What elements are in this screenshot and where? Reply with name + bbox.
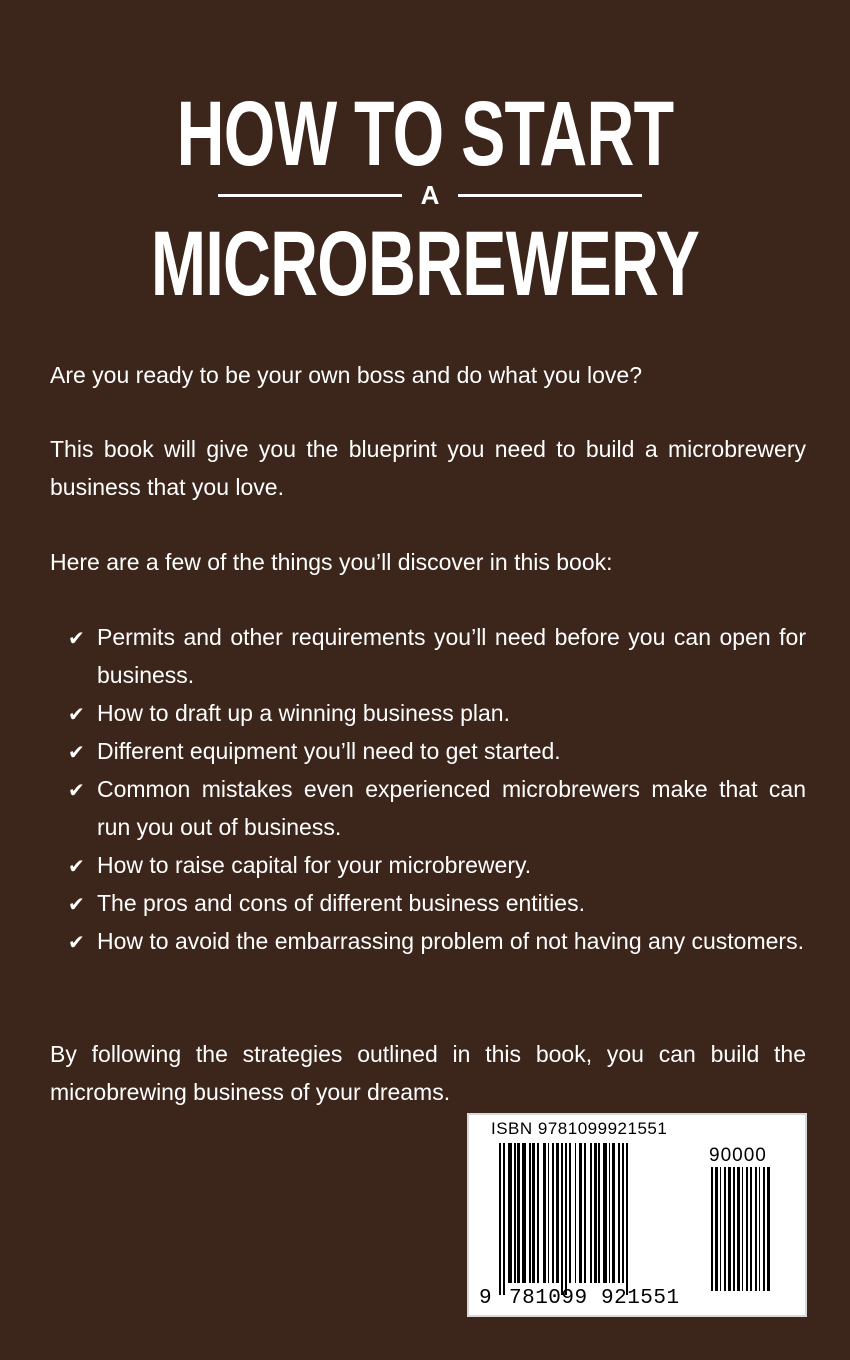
barcode-bar xyxy=(565,1143,567,1295)
closing-block xyxy=(50,1035,806,1111)
barcode-bar xyxy=(537,1143,539,1283)
barcode-bar xyxy=(626,1143,628,1295)
list-intro-block xyxy=(50,543,806,581)
barcode-bar xyxy=(728,1167,731,1291)
list-item xyxy=(50,846,806,884)
price-code: 90000 xyxy=(709,1145,767,1166)
barcode-bar xyxy=(556,1143,559,1283)
check-icon: ✔ xyxy=(68,856,85,878)
intro-question: Are you ready to be your own boss and do what you love? xyxy=(50,362,642,388)
barcode-bar xyxy=(603,1143,607,1283)
barcode-bar xyxy=(746,1167,748,1291)
title-line-2: A xyxy=(420,180,440,210)
barcode-bar xyxy=(575,1143,576,1283)
ean-digit-group-1: 781099 xyxy=(509,1287,588,1310)
barcode-bar xyxy=(590,1143,592,1283)
list-item-text: Permits and other requirements you’ll need before you can open for business. xyxy=(97,624,806,688)
barcode-bar xyxy=(711,1167,713,1291)
list-item xyxy=(50,618,806,694)
barcode-bar xyxy=(569,1143,571,1283)
list-intro: Here are a few of the things you’ll discover in this book: xyxy=(50,549,613,575)
list-item-text: How to draft up a winning business plan. xyxy=(97,700,510,726)
closing-text: By following the strategies outlined in this book, you can build the microbrewing business of your dreams. xyxy=(50,1041,806,1105)
barcode-bar xyxy=(724,1167,726,1291)
barcode-bar xyxy=(594,1143,597,1283)
check-icon: ✔ xyxy=(68,628,85,650)
barcode-bar xyxy=(759,1167,760,1291)
barcode-bar xyxy=(508,1143,512,1283)
barcode-bar xyxy=(584,1143,586,1283)
title-divider xyxy=(218,182,642,208)
title-line-1: HOW TO START xyxy=(176,83,674,185)
barcode-bar xyxy=(561,1143,563,1295)
list-item xyxy=(50,694,806,732)
divider-rule-right xyxy=(458,194,642,197)
barcode-bar xyxy=(737,1167,740,1291)
isbn-barcode xyxy=(467,1113,807,1317)
isbn-label: ISBN 9781099921551 xyxy=(491,1119,668,1138)
barcode-bar xyxy=(543,1143,546,1283)
list-item xyxy=(50,884,806,922)
list-item-text: Common mistakes even experienced microbrewers make that can run you out of business. xyxy=(97,776,806,840)
feature-list xyxy=(50,618,806,960)
barcode-bar xyxy=(529,1143,531,1283)
intro-question-block xyxy=(50,356,806,394)
check-icon: ✔ xyxy=(68,894,85,916)
barcode-bar xyxy=(612,1143,615,1283)
intro-blurb-block xyxy=(50,430,806,506)
barcode-bar xyxy=(609,1143,610,1283)
barcode-bar xyxy=(517,1143,520,1283)
list-item-text: Different equipment you’ll need to get started. xyxy=(97,738,561,764)
barcode-bar xyxy=(503,1143,505,1295)
ean-digit-group-2: 921551 xyxy=(601,1287,680,1310)
barcode-bar xyxy=(579,1143,582,1283)
barcode-bar xyxy=(750,1167,752,1291)
list-item xyxy=(50,770,806,846)
barcode-bar xyxy=(514,1143,516,1283)
addon-bars xyxy=(711,1167,795,1291)
barcode-bar xyxy=(715,1167,718,1291)
barcode-bar xyxy=(755,1167,757,1291)
list-item-text: How to raise capital for your microbrewery. xyxy=(97,852,532,878)
check-icon: ✔ xyxy=(68,780,85,802)
barcode-bar xyxy=(618,1143,620,1283)
barcode-bar xyxy=(763,1167,765,1291)
check-icon: ✔ xyxy=(68,932,85,954)
check-icon: ✔ xyxy=(68,704,85,726)
barcode-bar xyxy=(733,1167,735,1291)
check-icon: ✔ xyxy=(68,742,85,764)
list-item xyxy=(50,922,806,960)
barcode-bar xyxy=(598,1143,600,1283)
barcode-bar xyxy=(552,1143,554,1283)
barcode-bar xyxy=(522,1143,526,1283)
barcode-bar xyxy=(742,1167,743,1291)
intro-blurb: This book will give you the blueprint you need to build a microbrewery business that you love. xyxy=(50,436,806,500)
list-item xyxy=(50,732,806,770)
barcode-bar xyxy=(622,1143,624,1283)
barcode-bar xyxy=(499,1143,501,1295)
list-item-text: How to avoid the embarrassing problem of not having any customers. xyxy=(97,928,804,954)
title-line-3: MICROBREWERY xyxy=(150,213,700,315)
barcode-bar xyxy=(720,1167,721,1291)
barcode-bar xyxy=(767,1167,770,1291)
ean-bars xyxy=(499,1143,689,1295)
barcode-bar xyxy=(548,1143,549,1283)
list-item-text: The pros and cons of different business entities. xyxy=(97,890,585,916)
barcode-bar xyxy=(532,1143,535,1283)
ean-digit-first: 9 xyxy=(479,1287,493,1310)
